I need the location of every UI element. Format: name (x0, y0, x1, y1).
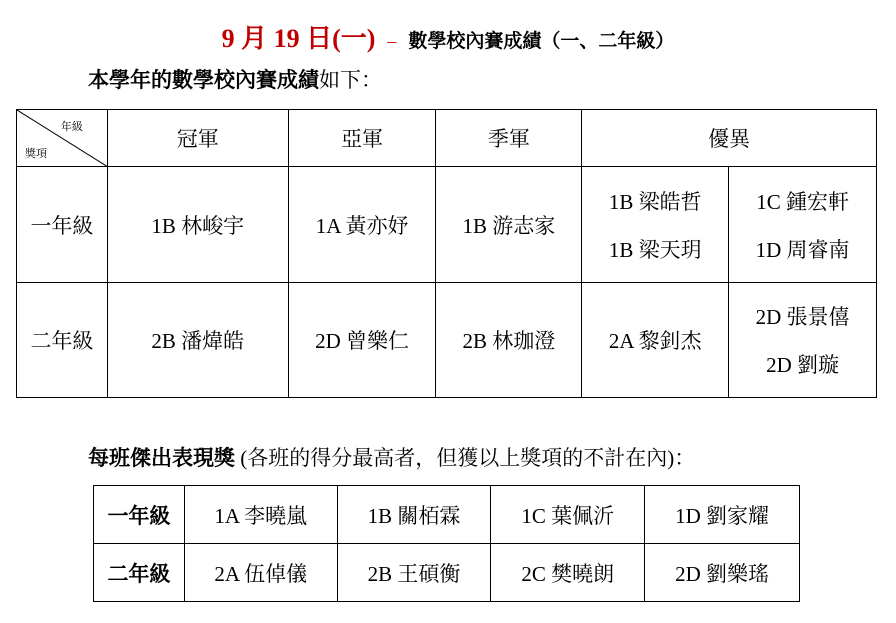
title-subtitle: 數學校內賽成績（一、二年級） (408, 31, 675, 52)
row-label-grade1: 一年級 (94, 486, 185, 544)
class-winner: 1C 葉佩沂 (491, 486, 645, 544)
page-title (0, 18, 896, 55)
merit-entry: 2D 劉璇 (766, 353, 840, 377)
cell-runner-up: 1A 黃亦妤 (288, 167, 436, 283)
col-header-merit: 優異 (582, 110, 877, 167)
cell-merit-right (729, 167, 877, 283)
intro-bold: 本學年的數學校內賽成績 (88, 68, 319, 92)
corner-label-grade: 年級 (60, 121, 83, 133)
cell-merit-right (729, 283, 877, 398)
intro-text (88, 64, 382, 94)
class-winner: 2B 王碩衡 (337, 544, 491, 602)
table-row (17, 283, 877, 398)
title-date: 9 月 19 日(一) (221, 24, 376, 53)
per-class-table (93, 485, 800, 602)
col-header-champion: 冠軍 (107, 110, 288, 167)
cell-champion: 2B 潘煒皓 (107, 283, 288, 398)
cell-merit-left (582, 283, 729, 398)
row-label-grade2: 二年級 (94, 544, 185, 602)
cell-third: 1B 游志家 (436, 167, 582, 283)
results-table (16, 109, 877, 398)
corner-cell (17, 110, 108, 167)
title-dash: – (387, 31, 397, 51)
merit-entry: 1D 周睿南 (755, 237, 850, 262)
col-header-third: 季軍 (436, 110, 582, 167)
table-row (17, 167, 877, 283)
cell-third: 2B 林珈澄 (436, 283, 582, 398)
merit-entry: 2A 黎釗杰 (608, 329, 702, 353)
class-winner: 1B 關栢霖 (337, 486, 491, 544)
merit-entry: 1B 梁皓哲 (608, 189, 702, 214)
intro-rest: 如下： (319, 68, 382, 92)
class-winner: 2D 劉樂瑤 (645, 544, 800, 602)
cell-champion: 1B 林峻宇 (107, 167, 288, 283)
class-winner: 1A 李曉嵐 (184, 486, 337, 544)
merit-entry: 1C 鍾宏軒 (756, 189, 849, 214)
class-winner: 1D 劉家耀 (645, 486, 800, 544)
per-class-heading-rest: (各班的得分最高者，但獲以上獎項的不計在內)： (235, 446, 696, 470)
row-label-grade2: 二年級 (17, 283, 108, 398)
cell-merit-left (582, 167, 729, 283)
corner-label-award: 獎項 (25, 148, 47, 160)
row-label-grade1: 一年級 (17, 167, 108, 283)
merit-entry: 1B 梁天玥 (608, 237, 702, 262)
table-row (94, 544, 800, 602)
merit-entry: 2D 張景僖 (755, 305, 850, 329)
class-winner: 2A 伍倬儀 (184, 544, 337, 602)
class-winner: 2C 樊曉朗 (491, 544, 645, 602)
per-class-heading (88, 442, 695, 472)
cell-runner-up: 2D 曾樂仁 (288, 283, 436, 398)
col-header-runner-up: 亞軍 (288, 110, 436, 167)
per-class-heading-bold: 每班傑出表現獎 (88, 446, 235, 470)
table-row (94, 486, 800, 544)
